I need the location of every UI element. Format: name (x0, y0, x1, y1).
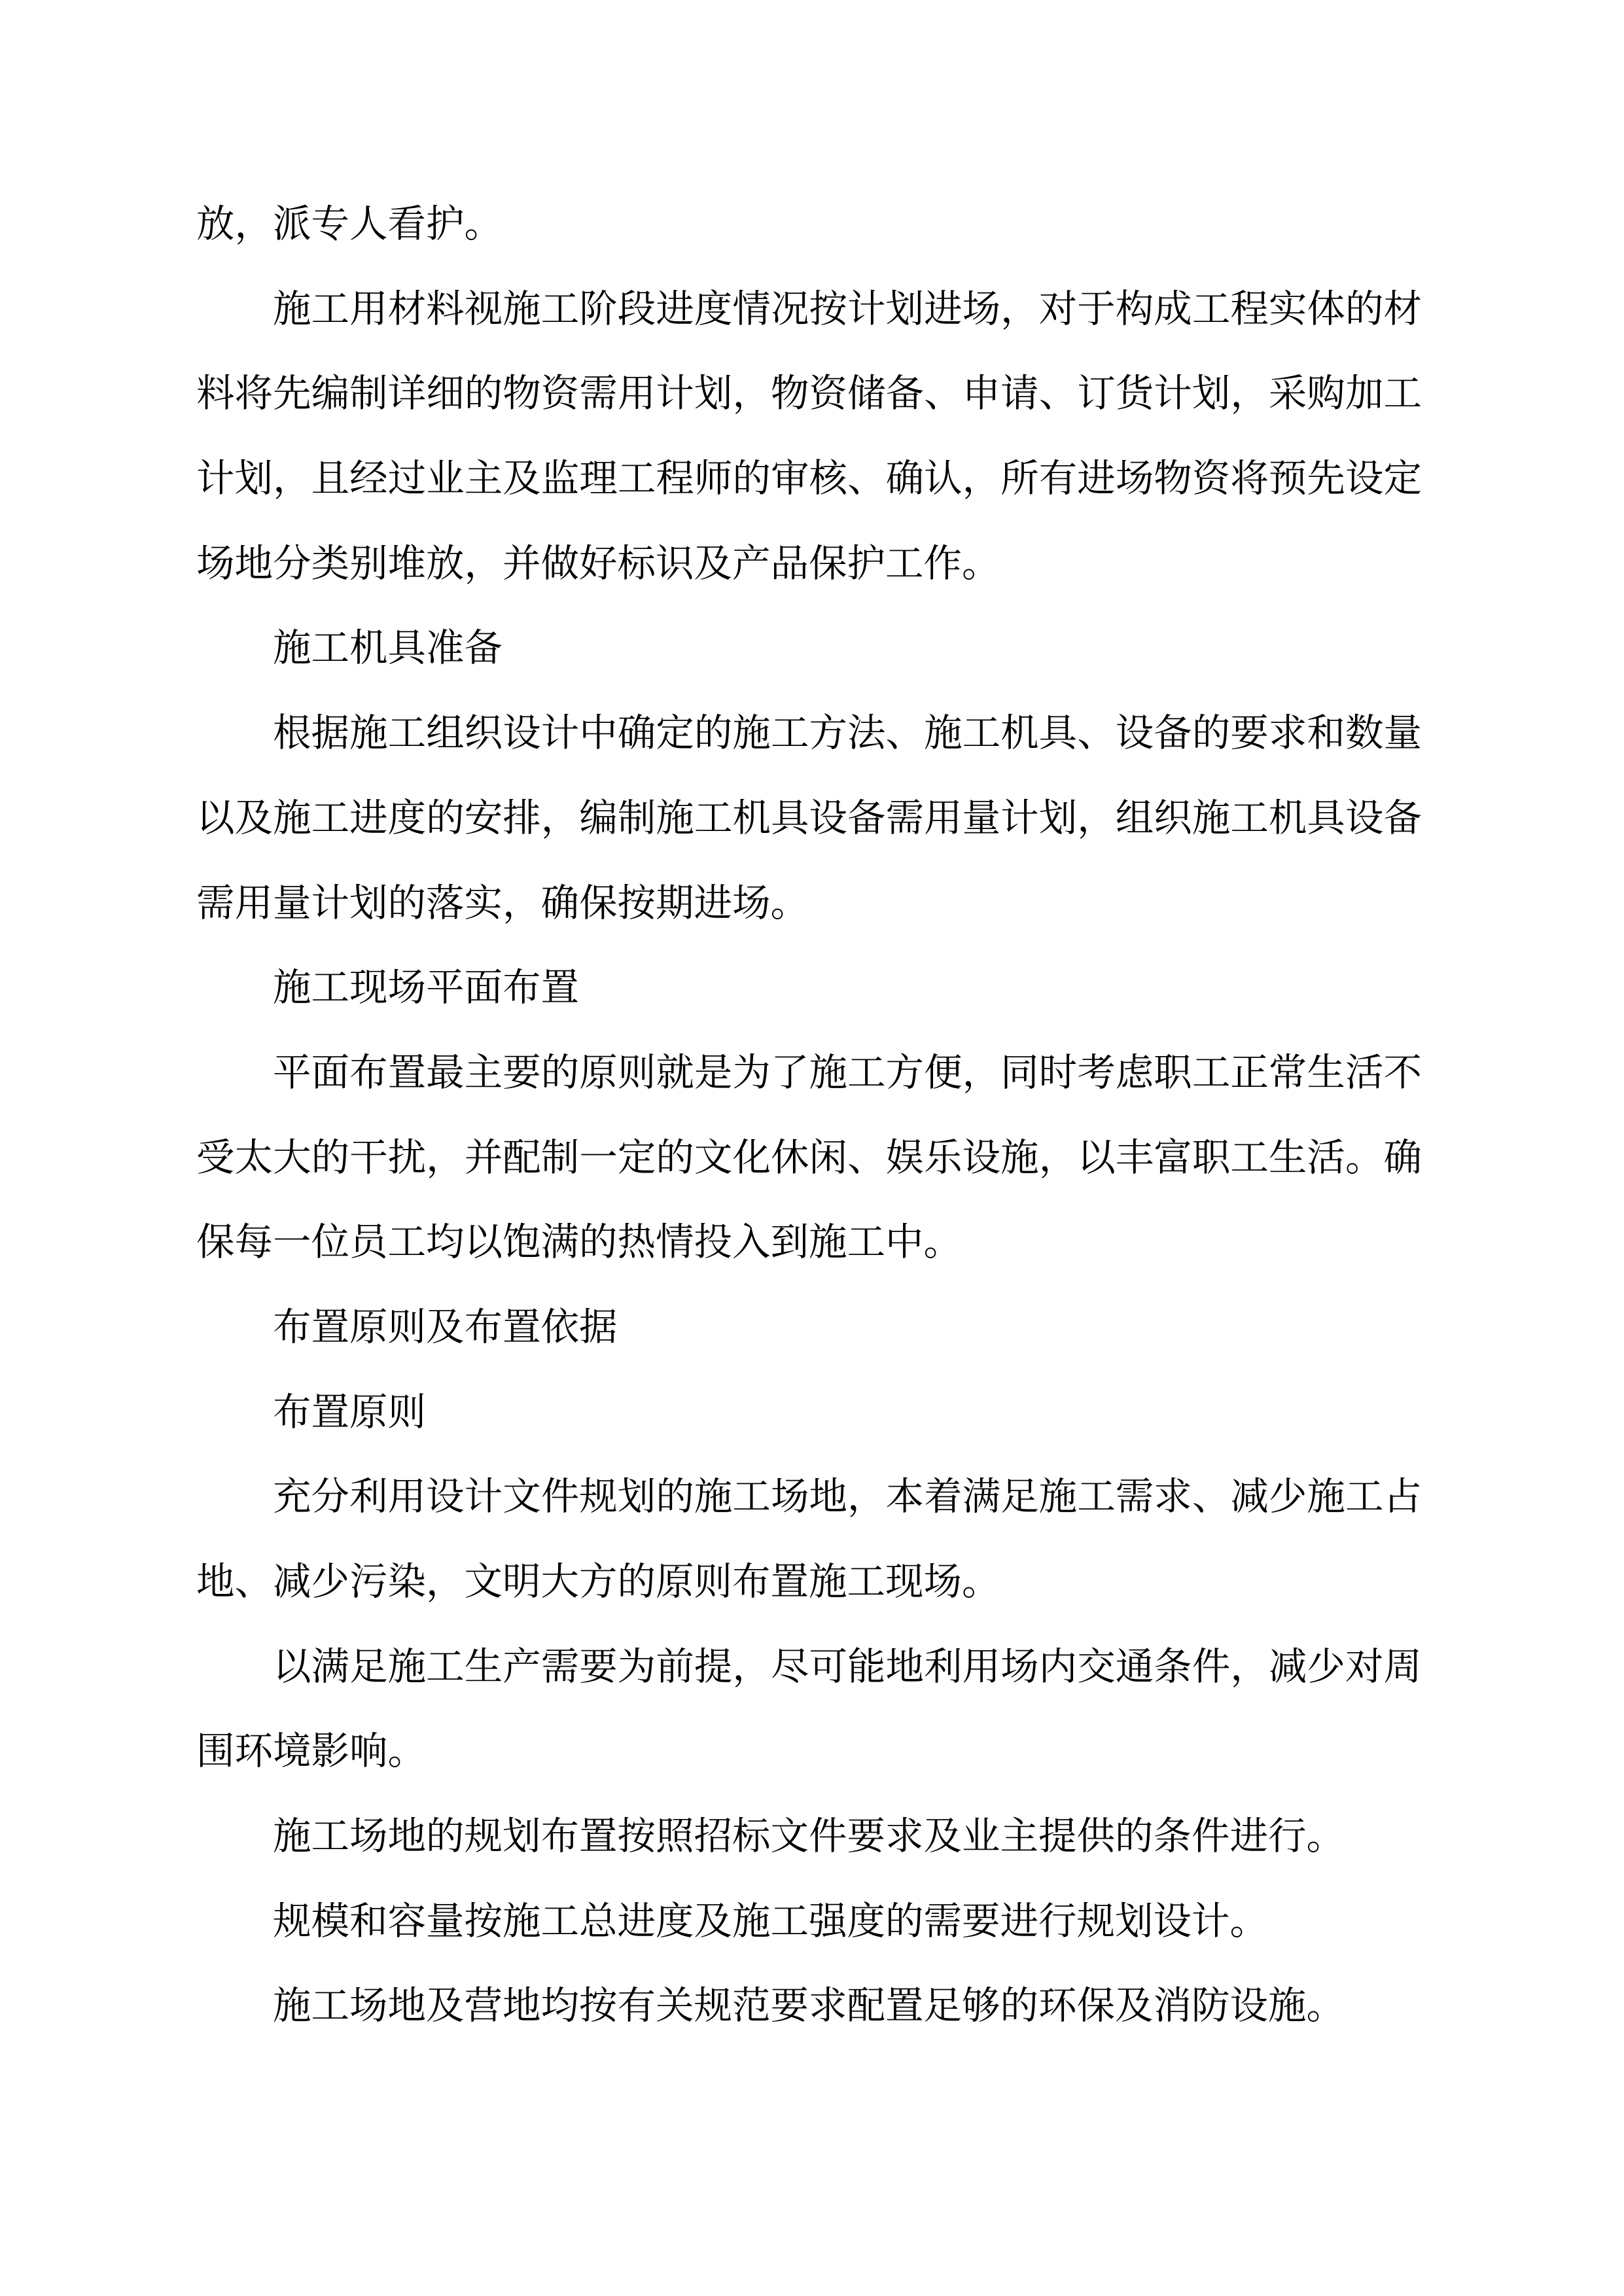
text-line: 场地分类别堆放，并做好标识及产品保护工作。 (196, 542, 1000, 585)
paragraph (196, 1455, 1422, 1624)
paragraph (196, 1879, 1422, 1964)
text-line: 以满足施工生产需要为前提，尽可能地利用场内交通条件，减少对周 (273, 1645, 1422, 1688)
text-line: 放，派专人看护。 (196, 203, 503, 245)
text-line: 规模和容量按施工总进度及施工强度的需要进行规划设计。 (273, 1899, 1269, 1943)
paragraph (196, 691, 1422, 945)
text-line: 平面布置最主要的原则就是为了施工方便，同时考虑职工正常生活不 (273, 1051, 1422, 1094)
paragraph (196, 1285, 1422, 1370)
text-line: 施工现场平面布置 (273, 966, 580, 1010)
paragraph (196, 267, 1422, 607)
paragraph (196, 1370, 1422, 1455)
paragraph (196, 606, 1422, 691)
text-line: 布置原则 (273, 1390, 427, 1434)
text-line: 地、减少污染，文明大方的原则布置施工现场。 (196, 1561, 1000, 1603)
text-line: 料将先编制详细的物资需用计划，物资储备、申请、订货计划，采购加工 (196, 372, 1422, 415)
text-line: 施工场地的规划布置按照招标文件要求及业主提供的条件进行。 (273, 1815, 1345, 1858)
paragraph (196, 1794, 1422, 1879)
text-line: 施工用材料视施工阶段进度情况按计划进场，对于构成工程实体的材 (273, 287, 1422, 330)
text-line: 根据施工组织设计中确定的施工方法、施工机具、设备的要求和数量 (273, 712, 1422, 755)
paragraph (196, 945, 1422, 1031)
document-body (196, 182, 1422, 2049)
text-line: 受太大的干扰，并配制一定的文化休闲、娱乐设施，以丰富职工生活。确 (196, 1136, 1422, 1179)
text-line: 施工机具准备 (273, 627, 503, 670)
text-line: 计划，且经过业主及监理工程师的审核、确认，所有进场物资将预先设定 (196, 457, 1422, 501)
paragraph (196, 1625, 1422, 1794)
text-line: 保每一位员工均以饱满的热情投入到施工中。 (196, 1221, 962, 1264)
text-line: 布置原则及布置依据 (273, 1305, 618, 1349)
text-line: 充分利用设计文件规划的施工场地，本着满足施工需求、减少施工占 (273, 1475, 1422, 1519)
paragraph (196, 1031, 1422, 1285)
text-line: 以及施工进度的安排，编制施工机具设备需用量计划，组织施工机具设备 (196, 796, 1422, 839)
text-line: 施工场地及营地均按有关规范要求配置足够的环保及消防设施。 (273, 1985, 1345, 2028)
paragraph (196, 182, 1422, 267)
text-line: 需用量计划的落实，确保按期进场。 (196, 881, 809, 925)
text-line: 围环境影响。 (196, 1730, 427, 1773)
paragraph (196, 1964, 1422, 2049)
